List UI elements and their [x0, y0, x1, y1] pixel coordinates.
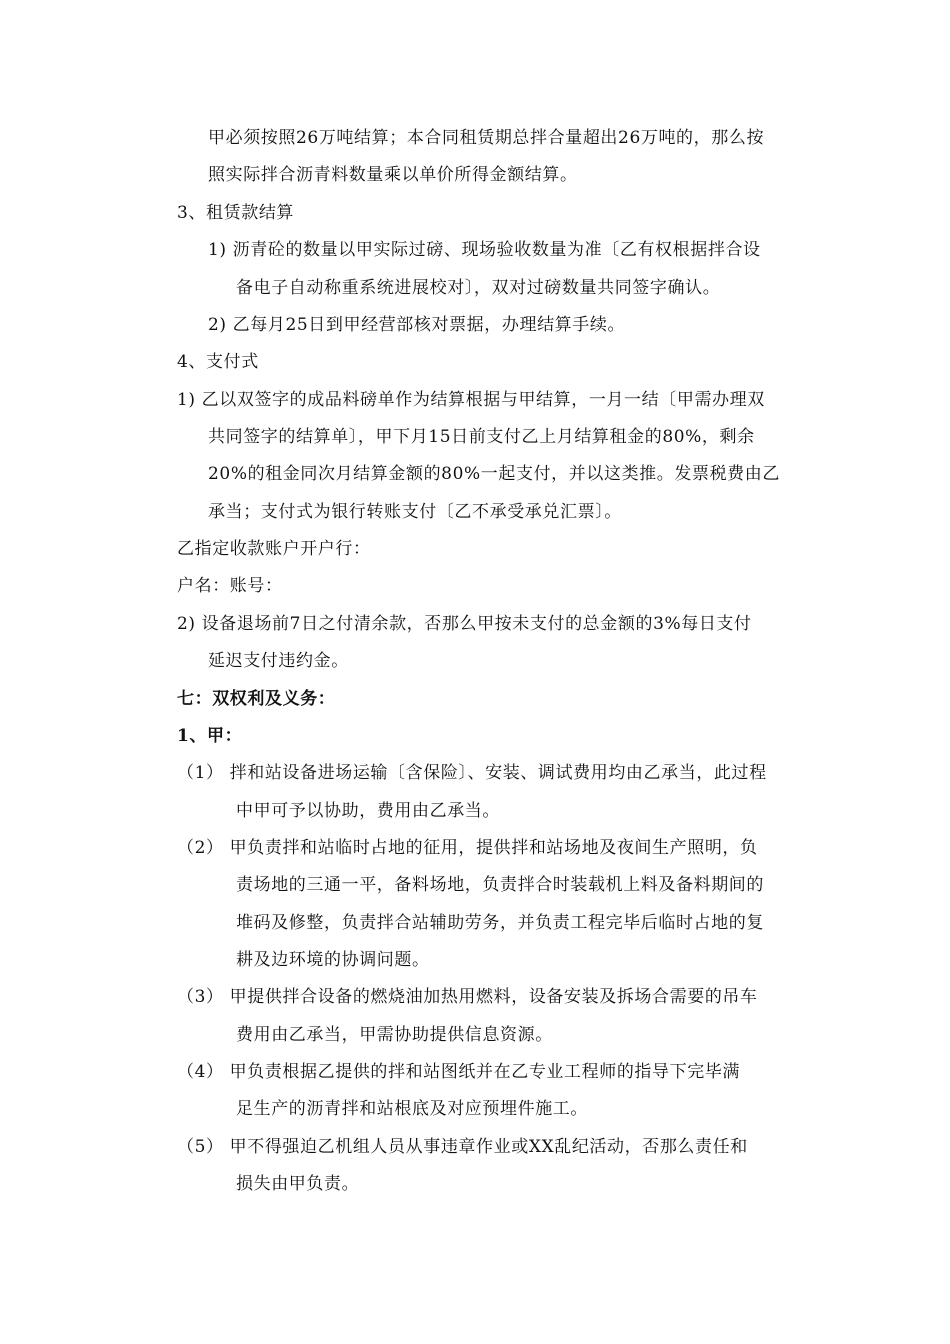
text-line: 堆码及修整，负责拌合站辅助劳务，并负责工程完毕后临时占地的复 — [236, 913, 764, 933]
section-heading: 七：双权利及义务： — [177, 689, 336, 709]
list-item: 2) 乙每月25日到甲经营部核对票据，办理结算手续。 — [208, 315, 626, 335]
list-item: （1） 拌和站设备进场运输〔含保险〕、安装、调试费用均由乙承当，此过程 — [177, 763, 767, 783]
text-line: 中甲可予以协助，费用由乙承当。 — [236, 801, 500, 821]
text-line: 共同签字的结算单〕，甲下月15日前支付乙上月结算租金的80%，剩余 — [208, 427, 755, 447]
list-item: （4） 甲负责根据乙提供的拌和站图纸并在乙专业工程师的指导下完毕满 — [177, 1062, 741, 1082]
list-item: 1) 沥青砼的数量以甲实际过磅、现场验收数量为准〔乙有权根据拌合设 — [208, 240, 761, 260]
section-heading: 3、租赁款结算 — [177, 203, 295, 223]
text-line: 乙指定收款账户开户行： — [177, 539, 371, 559]
text-line: 费用由乙承当，甲需协助提供信息资源。 — [236, 1025, 553, 1045]
list-item: （2） 甲负责拌和站临时占地的征用，提供拌和站场地及夜间生产照明，负 — [177, 838, 758, 858]
text-line: 备电子自动称重系统进展校对〕，双对过磅数量共同签字确认。 — [236, 278, 721, 298]
text-line: 责场地的三通一平，备料场地，负责拌合时装载机上料及备料期间的 — [236, 875, 764, 895]
text-line: 甲必须按照26万吨结算；本合同租赁期总拌合量超出26万吨的，那么按 — [208, 128, 765, 148]
text-line: 耕及边环境的协调问题。 — [236, 950, 430, 970]
text-line: 20%的租金同次月结算金额的80%一起支付，并以这类推。发票税费由乙 — [208, 464, 780, 484]
section-heading: 4、支付式 — [177, 352, 259, 372]
list-item: 2) 设备退场前7日之付清余款，否那么甲按未支付的总金额的3%每日支付 — [177, 614, 752, 634]
list-item: （5） 甲不得强迫乙机组人员从事违章作业或XX乱纪活动，否那么责任和 — [177, 1137, 748, 1157]
section-heading: 1、甲： — [177, 726, 243, 746]
text-line: 足生产的沥青拌和站根底及对应预埋件施工。 — [236, 1099, 588, 1119]
text-line: 延迟支付违约金。 — [208, 651, 349, 671]
text-line: 户名：账号： — [177, 576, 283, 596]
text-line: 承当；支付式为银行转账支付〔乙不承受承兑汇票〕。 — [208, 502, 622, 522]
text-line: 照实际拌合沥青料数量乘以单价所得金额结算。 — [208, 165, 578, 185]
list-item: （3） 甲提供拌合设备的燃烧油加热用燃料，设备安装及拆场合需要的吊车 — [177, 987, 758, 1007]
text-line: 损失由甲负责。 — [236, 1174, 360, 1194]
list-item: 1) 乙以双签字的成品料磅单作为结算根据与甲结算，一月一结〔甲需办理双 — [177, 390, 765, 410]
